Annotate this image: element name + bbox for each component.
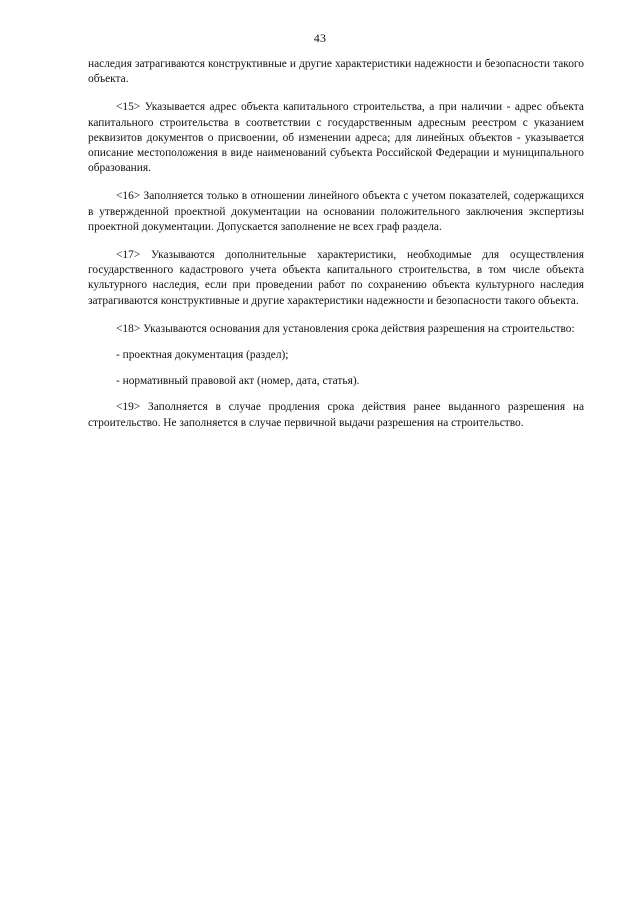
list-item-legal-act: - нормативный правовой акт (номер, дата, статья). xyxy=(116,375,360,388)
list-item-project-docs: - проектная документация (раздел); xyxy=(116,349,289,362)
note-15: <15> Указывается адрес объекта капитального строительства, а при наличии - адрес объекта капитального строительства в соответствии с государственным адресным реестром с указанием реквизитов документов о присвоении, об изменении адреса; для линейных объектов - указывается описание местоположения в виде наименований субъекта Российской Федерации и муниципального образования. xyxy=(88,101,584,175)
page-number: 43 xyxy=(313,31,327,45)
paragraph-continuation: наследия затрагиваются конструктивные и другие характеристики надежности и безопасности такого объекта. xyxy=(88,58,584,86)
document-body xyxy=(88,57,584,431)
note-19: <19> Заполняется в случае продления срока действия ранее выданного разрешения на строительство. Не заполняется в случае первичной выдачи разрешения на строительство. xyxy=(88,401,584,429)
note-18: <18> Указываются основания для установления срока действия разрешения на строительство: xyxy=(116,322,575,335)
note-17: <17> Указываются дополнительные характеристики, необходимые для осуществления государственного кадастрового учета объекта капитального строительства, в том числе объекта культурного наследия, если при проведении работ по сохранению объекта культурного наследия затрагиваются конструктивные и другие характеристики надежности и безопасности такого объекта. xyxy=(88,249,584,307)
note-16: <16> Заполняется только в отношении линейного объекта с учетом показателей, содержащихся в утвержденной проектной документации на основании положительного заключения экспертизы проектной документации. Допускается заполнение не всех граф раздела. xyxy=(88,190,584,233)
